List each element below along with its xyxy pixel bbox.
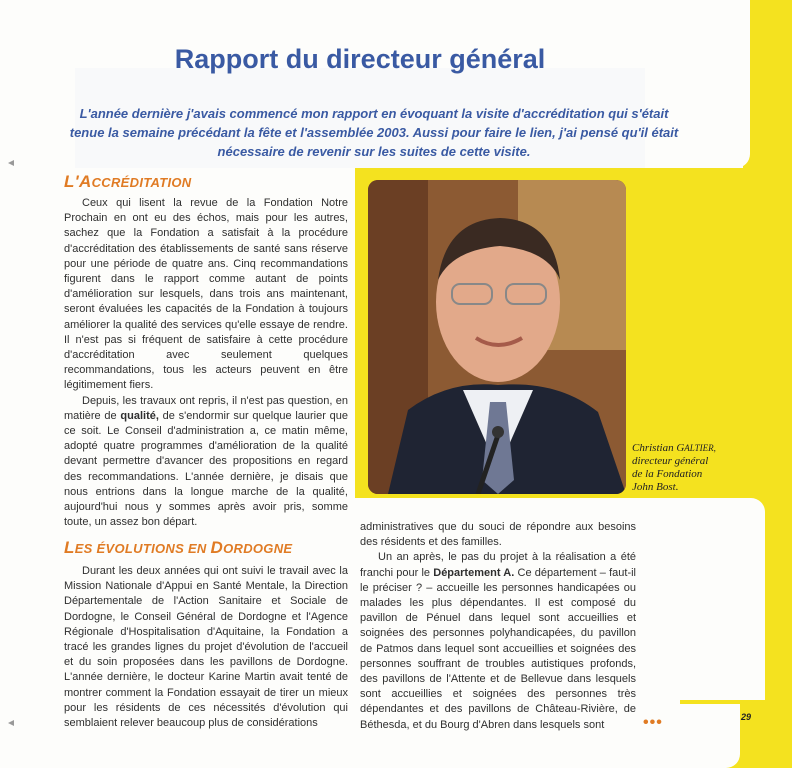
caption-line: [632, 442, 747, 455]
heading-smallcaps: ES ÉVOLUTIONS EN: [74, 541, 211, 556]
text-run: Ce département – faut-il le préciser ? – accueille les personnes handicapées ou malades les plus dépendantes. Il est composé du pavillon de Pénuel dans lequel sont accueillies et soignées des personnes polyhandicapées, du pavillon de Patmos dans lequel sont accueillies et soignées des personnes souffrant de troubles autistiques profonds, des pavillons de l'Attente et de Bellevue dans lesquels sont accueillies et soignées des personnes très dépendantes et des pavillons de Château-Rivière, de Béthesda, et du Bourg d'Abren dans lesquels sont: [360, 566, 636, 731]
photo-caption: [632, 442, 747, 494]
page-title: Rapport du directeur général: [174, 44, 546, 74]
paragraph: [64, 394, 348, 531]
caption-text: Christian G: [632, 442, 685, 454]
caption-smallcaps: ALTIER,: [684, 443, 716, 453]
portrait-illustration: [368, 180, 626, 494]
paragraph: [360, 550, 636, 732]
caption-line: de la Fondation: [632, 468, 703, 480]
binding-mark: [8, 160, 14, 166]
text-run: Depuis, les travaux ont repris, il n'est pas question, en matière de: [64, 394, 348, 422]
caption-line: John Bost.: [632, 481, 679, 493]
director-photo: [368, 180, 626, 494]
heading-initial: L'A: [64, 172, 92, 191]
paragraph: Durant les deux années qui ont suivi le travail avec la Mission Nationale d'Appui en Santé Mentale, la Direction Départementale de l'Action Sanitaire et Sociale de Dordogne, le Conseil Général de Dordogne et l'Agence Régionale d'Hospitalisation d'Aquitaine, la Fondation a tracé les grandes lignes du projet d'évolution de l'accueil et du soin proposées dans les pavillons de Dordogne. L'année dernière, le docteur Karine Martin avait tenté de montrer comment la Fondation essayait de tirer un mieux pour les résidents de ces nécessités d'évolution qui semblaient relever beaucoup plus de considérations: [64, 565, 348, 730]
heading-smallcaps: CCRÉDITATION: [91, 175, 192, 190]
heading-initial: L: [64, 538, 75, 557]
text-run: de s'endormir sur quelque laurier que ce soit. Le Conseil d'administration a, ce matin même, adopté quatre programmes d'amélioration de la qualité devant permettre d'avancer des propositions en regard des recommandations. L'année dernière, je disais que nous entrions dans la longue marche de la qualité, aujourd'hui nous y sommes après avoir pris, somme toute, un assez bon départ.: [64, 409, 348, 529]
heading-initial: D: [210, 538, 224, 557]
bold-run: Département A.: [433, 566, 515, 579]
caption-line: directeur général: [632, 455, 709, 467]
continuation-dots: •••: [643, 714, 663, 731]
page-number: 29: [741, 712, 752, 722]
section-heading-dordogne: [64, 538, 292, 558]
paragraph: Ceux qui lisent la revue de la Fondation Notre Prochain en ont eu des échos, mais pour les autres, sachez que la Fondation a satisfait à la procédure d'accréditation des établissements de santé sans réserve pour une période de quatre ans. Cinq recommandations figurent dans le rapport comme autant de points d'amélioration sur lesquels, dans trois ans maintenant, seront évaluées les capacités de la Fondation à toujours améliorer la qualité des services qu'elle essaye de rendre. Il n'est pas si fréquent de satisfaire à cette procédure d'accréditation avec seulement quelques recommandations, tous les acteurs peuvent en être légitimement fiers.: [64, 197, 348, 392]
bold-run: qualité,: [120, 409, 159, 422]
column-left-section1: [64, 196, 348, 530]
binding-mark: [8, 720, 14, 726]
column-right: [360, 520, 636, 733]
intro-paragraph: L'année dernière j'avais commencé mon rapport en évoquant la visite d'accréditation qui s'était tenue la semaine précédant la fête et l'assemblée 2003. Aussi pour faire le lien, j'ai pensé qu'il était nécessaire de revenir sur les suites de cette visite.: [69, 106, 679, 159]
section-heading-accreditation: [64, 172, 192, 192]
heading-smallcaps: ORDOGNE: [223, 541, 293, 556]
paragraph: administratives que du souci de répondre aux besoins des résidents et des familles.: [360, 521, 636, 549]
column-left-section2: [64, 564, 348, 731]
text-run: Un an après, le pas du projet à la réalisation a été franchi pour le: [360, 551, 636, 579]
